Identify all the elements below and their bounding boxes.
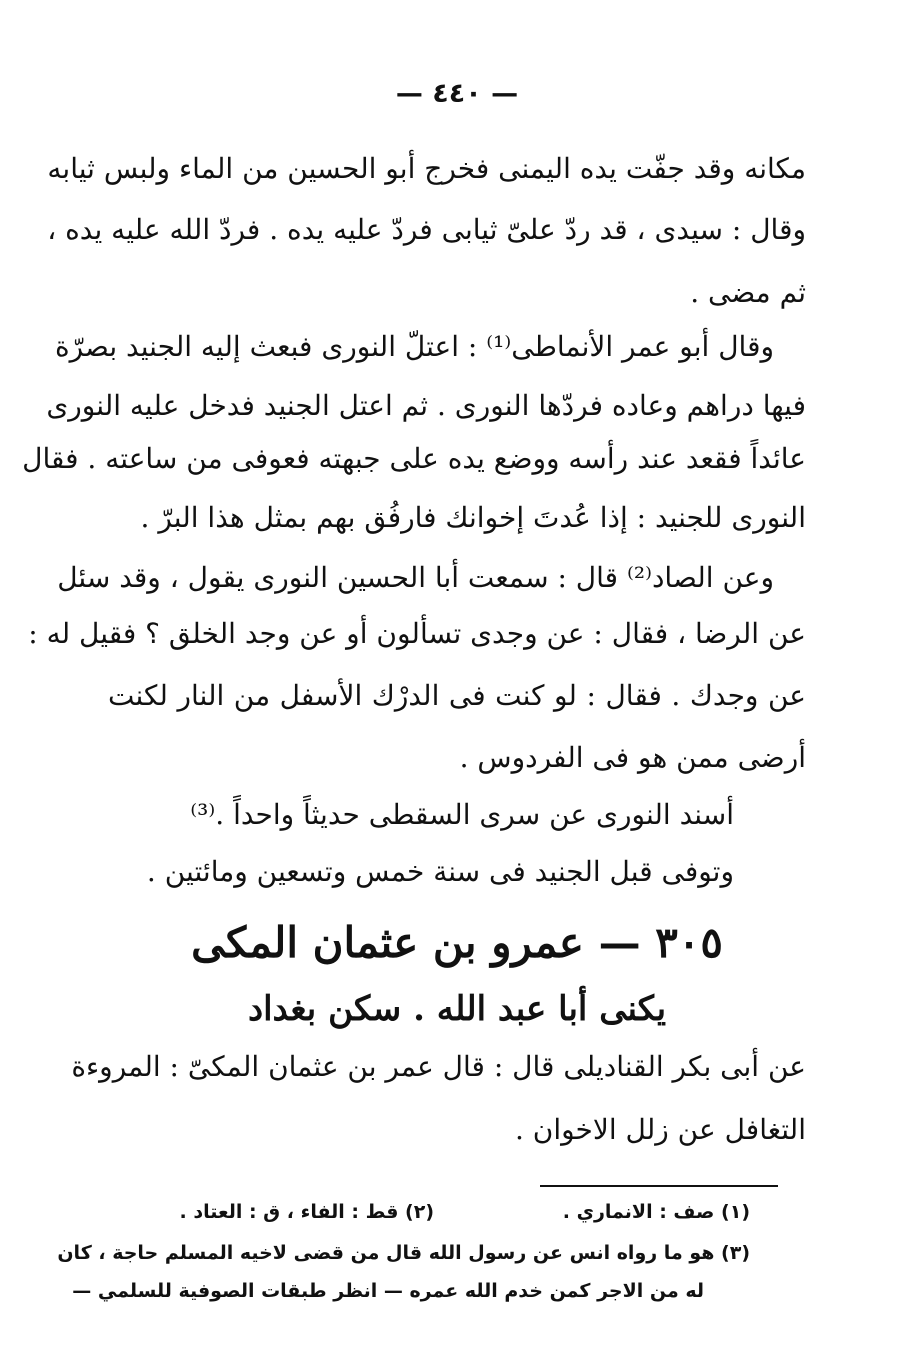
text-line: وتوفى قبل الجنيد فى سنة خمس وتسعين ومائتين .	[146, 855, 734, 888]
section-subheading: يكنى أبا عبد الله . سكن بغداد	[247, 989, 667, 1029]
footnote-divider	[540, 1185, 778, 1187]
text-line: وقال أبو عمر الأنماطى⁽¹⁾ : اعتلّ النورى فبعث إليه الجنيد بصرّة	[54, 330, 774, 363]
footnote-3-line-1: (٣) هو ما رواه انس عن رسول الله قال من قضى لاخيه المسلم حاجة ، كان	[57, 1242, 750, 1264]
footnote-2: (٢) قط : الفاء ، ق : العتاد .	[179, 1201, 434, 1223]
text-line: فيها دراهم وعاده فردّها النورى . ثم اعتل الجنيد فدخل عليه النورى	[46, 389, 806, 422]
text-line: وعن الصاد⁽²⁾ قال : سمعت أبا الحسين النورى يقول ، وقد سئل	[57, 561, 774, 594]
text-line: ثم مضى .	[690, 276, 806, 309]
footnote-1: (١) صف : الانماري .	[562, 1201, 750, 1223]
text-line: عن أبى بكر القناديلى قال : قال عمر بن عثمان المكىّ : المروءة	[71, 1050, 806, 1083]
text-line: عن الرضا ، فقال : عن وجدى تسألون أو عن وجد الخلق ؟ فقيل له :	[28, 617, 806, 650]
section-heading: ٣٠٥ — عمرو بن عثمان المكى	[191, 918, 723, 967]
text-line: عن وجدك . فقال : لو كنت فى الدرْك الأسفل من النار لكنت	[108, 679, 806, 712]
page-number: — ٤٤٠ —	[395, 78, 519, 109]
text-line: التغافل عن زلل الاخوان .	[514, 1113, 806, 1146]
text-line: وقال : سيدى ، قد ردّ علىّ ثيابى فردّ عليه يده . فردّ الله عليه يده ،	[47, 213, 806, 246]
text-line: النورى للجنيد : إذا عُدتَ إخوانك فارفُق بهم بمثل هذا البرّ .	[140, 501, 806, 534]
text-line: أرضى ممن هو فى الفردوس .	[459, 741, 806, 774]
text-line: أسند النورى عن سرى السقطى حديثاً واحداً .⁽³⁾	[190, 798, 734, 831]
text-line: مكانه وقد جفّت يده اليمنى فخرج أبو الحسين من الماء ولبس ثيابه	[47, 152, 806, 185]
text-line: عائداً فقعد عند رأسه ووضع يده على جبهته فعوفى من ساعته . فقال	[22, 442, 806, 475]
footnote-3-line-2: له من الاجر كمن خدم الله عمره — انظر طبقات الصوفية للسلمي —	[72, 1280, 704, 1302]
